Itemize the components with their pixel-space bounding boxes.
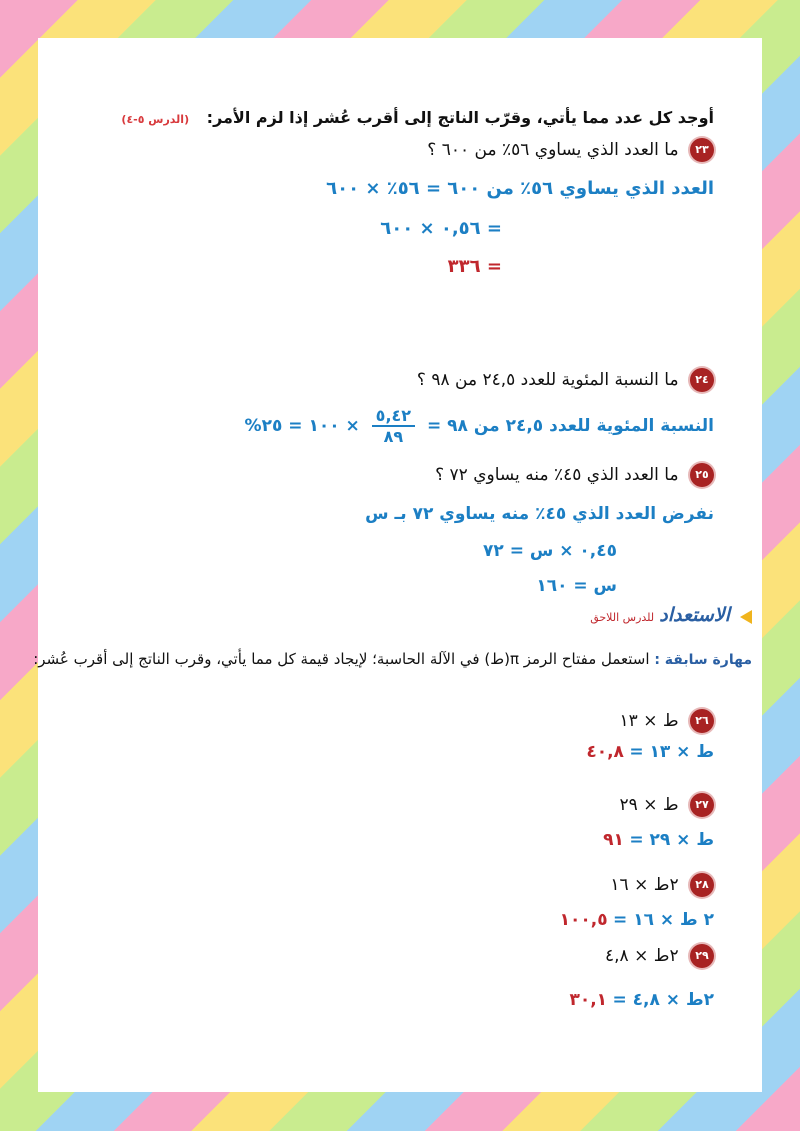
answer-expression: ط × ٢٩ = [629, 830, 714, 850]
question-text: ما العدد الذي يساوي ٥٦٪ من ٦٠٠ ؟ [427, 140, 679, 160]
q25-answer-line-1: نفرض العدد الذي ٤٥٪ منه يساوي ٧٢ بـ س [365, 504, 714, 524]
instructions-line [121, 108, 714, 127]
q27-answer [603, 830, 714, 850]
question-number-badge: ٢٩ [690, 944, 714, 968]
preparation-title: الاستعداد [659, 604, 730, 626]
lesson-reference: (الدرس ٥-٤) [121, 113, 190, 126]
q24-answer-right: × ١٠٠ = ٢٥% [244, 416, 360, 436]
triangle-bullet-icon [740, 610, 752, 624]
question-25 [435, 463, 714, 487]
question-number-badge: ٢٤ [690, 368, 714, 392]
question-29 [605, 944, 714, 968]
q26-answer [586, 742, 714, 762]
question-27 [620, 793, 714, 817]
preparation-heading [590, 604, 752, 626]
question-24 [417, 368, 714, 392]
fraction [372, 406, 415, 446]
preparation-subtitle: للدرس اللاحق [590, 611, 655, 624]
question-expression: ٢ط × ٤,٨ [605, 946, 679, 966]
prior-skill-text: استعمل مفتاح الرمز π(ط) في الآلة الحاسبة؛ لإيجاد قيمة كل مما يأتي، وقرب الناتج إلى أقرب عُشر: [33, 650, 650, 668]
q25-answer-line-2: ٠,٤٥ × س = ٧٢ [483, 541, 617, 561]
question-26 [620, 709, 714, 733]
question-number-badge: ٢٧ [690, 793, 714, 817]
question-number-badge: ٢٨ [690, 873, 714, 897]
q25-answer-line-3: س = ١٦٠ [536, 576, 617, 596]
question-expression: ط × ١٣ [619, 711, 679, 731]
fraction-denominator: ٨٩ [383, 427, 404, 446]
question-23 [427, 138, 714, 162]
question-text: ما العدد الذي ٤٥٪ منه يساوي ٧٢ ؟ [435, 465, 679, 485]
question-text: ما النسبة المئوية للعدد ٢٤,٥ من ٩٨ ؟ [416, 370, 679, 390]
q23-answer-line-2: = ٠,٥٦ × ٦٠٠ [380, 218, 502, 239]
answer-value: ٩١ [603, 830, 624, 850]
answer-value: ٣٠,١ [569, 990, 608, 1010]
answer-value: ١٠٠,٥ [559, 910, 608, 930]
q23-answer-line-3: = ٣٣٦ [447, 256, 502, 277]
fraction-numerator: ٥,٤٢ [372, 406, 415, 427]
answer-expression: ط × ١٣ = [629, 742, 714, 762]
prior-skill-line [33, 650, 752, 668]
q24-answer [245, 406, 714, 446]
worksheet-page [33, 38, 762, 1092]
answer-value: ٤٠,٨ [586, 742, 624, 762]
question-expression: ط × ٢٩ [619, 795, 679, 815]
q23-answer-line-1: العدد الذي يساوي ٥٦٪ من ٦٠٠ = ٥٦٪ × ٦٠٠ [326, 178, 714, 199]
q29-answer [569, 990, 714, 1010]
question-number-badge: ٢٥ [690, 463, 714, 487]
q24-answer-left: النسبة المئوية للعدد ٢٤,٥ من ٩٨ = [426, 416, 714, 436]
q28-answer [560, 910, 714, 930]
instruction-text: أوجد كل عدد مما يأتي، وقرّب الناتج إلى أقرب عُشر إذا لزم الأمر: [206, 108, 714, 127]
answer-expression: ٢ ط × ١٦ = [613, 910, 714, 930]
question-number-badge: ٢٦ [690, 709, 714, 733]
question-expression: ٢ط × ١٦ [610, 875, 679, 895]
prior-skill-label: مهارة سابقة : [654, 652, 752, 668]
question-number-badge: ٢٣ [690, 138, 714, 162]
answer-expression: ٢ط × ٤,٨ = [612, 990, 714, 1010]
question-28 [610, 873, 714, 897]
